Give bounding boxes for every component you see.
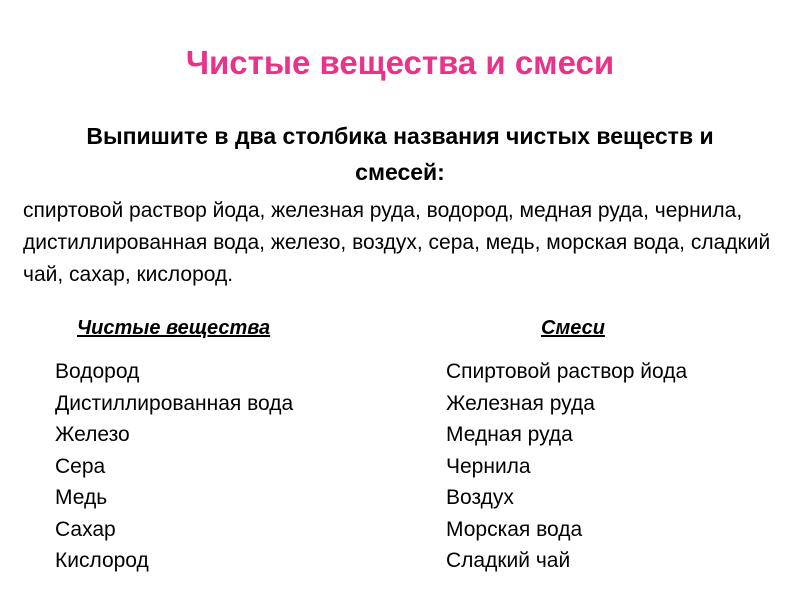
list-item: Кислород [55, 549, 149, 572]
mixtures-header: Смеси [541, 317, 605, 339]
mixtures-list [446, 356, 687, 577]
list-item: Водород [55, 360, 140, 383]
substances-list-text: спиртовой раствор йода, железная руда, водород, медная руда, чернила, дистиллированная вода, железо, воздух, сера, медь, морская вода, сладкий чай, сахар, кислород. [23, 199, 771, 286]
list-item: Воздух [446, 486, 514, 509]
list-item: Железо [55, 423, 130, 446]
list-item: Сера [55, 454, 106, 478]
pure-substances-header: Чистые вещества [77, 317, 271, 339]
list-item: Спиртовой раствор йода [446, 360, 688, 383]
list-item: Сладкий чай [446, 549, 571, 572]
list-item: Медная руда [446, 423, 573, 446]
list-item: Дистиллированная вода [55, 391, 294, 415]
list-item: Морская вода [446, 517, 583, 541]
list-item: Чернила [446, 454, 531, 478]
list-item: Железная руда [446, 391, 595, 415]
list-item: Сахар [55, 517, 116, 541]
slide-title: Чистые вещества и смеси [185, 44, 615, 81]
list-item: Медь [55, 486, 108, 509]
task-instruction: Выпишите в два столбика названия чистых веществ и смесей: [86, 123, 714, 185]
pure-substances-list [55, 356, 293, 577]
